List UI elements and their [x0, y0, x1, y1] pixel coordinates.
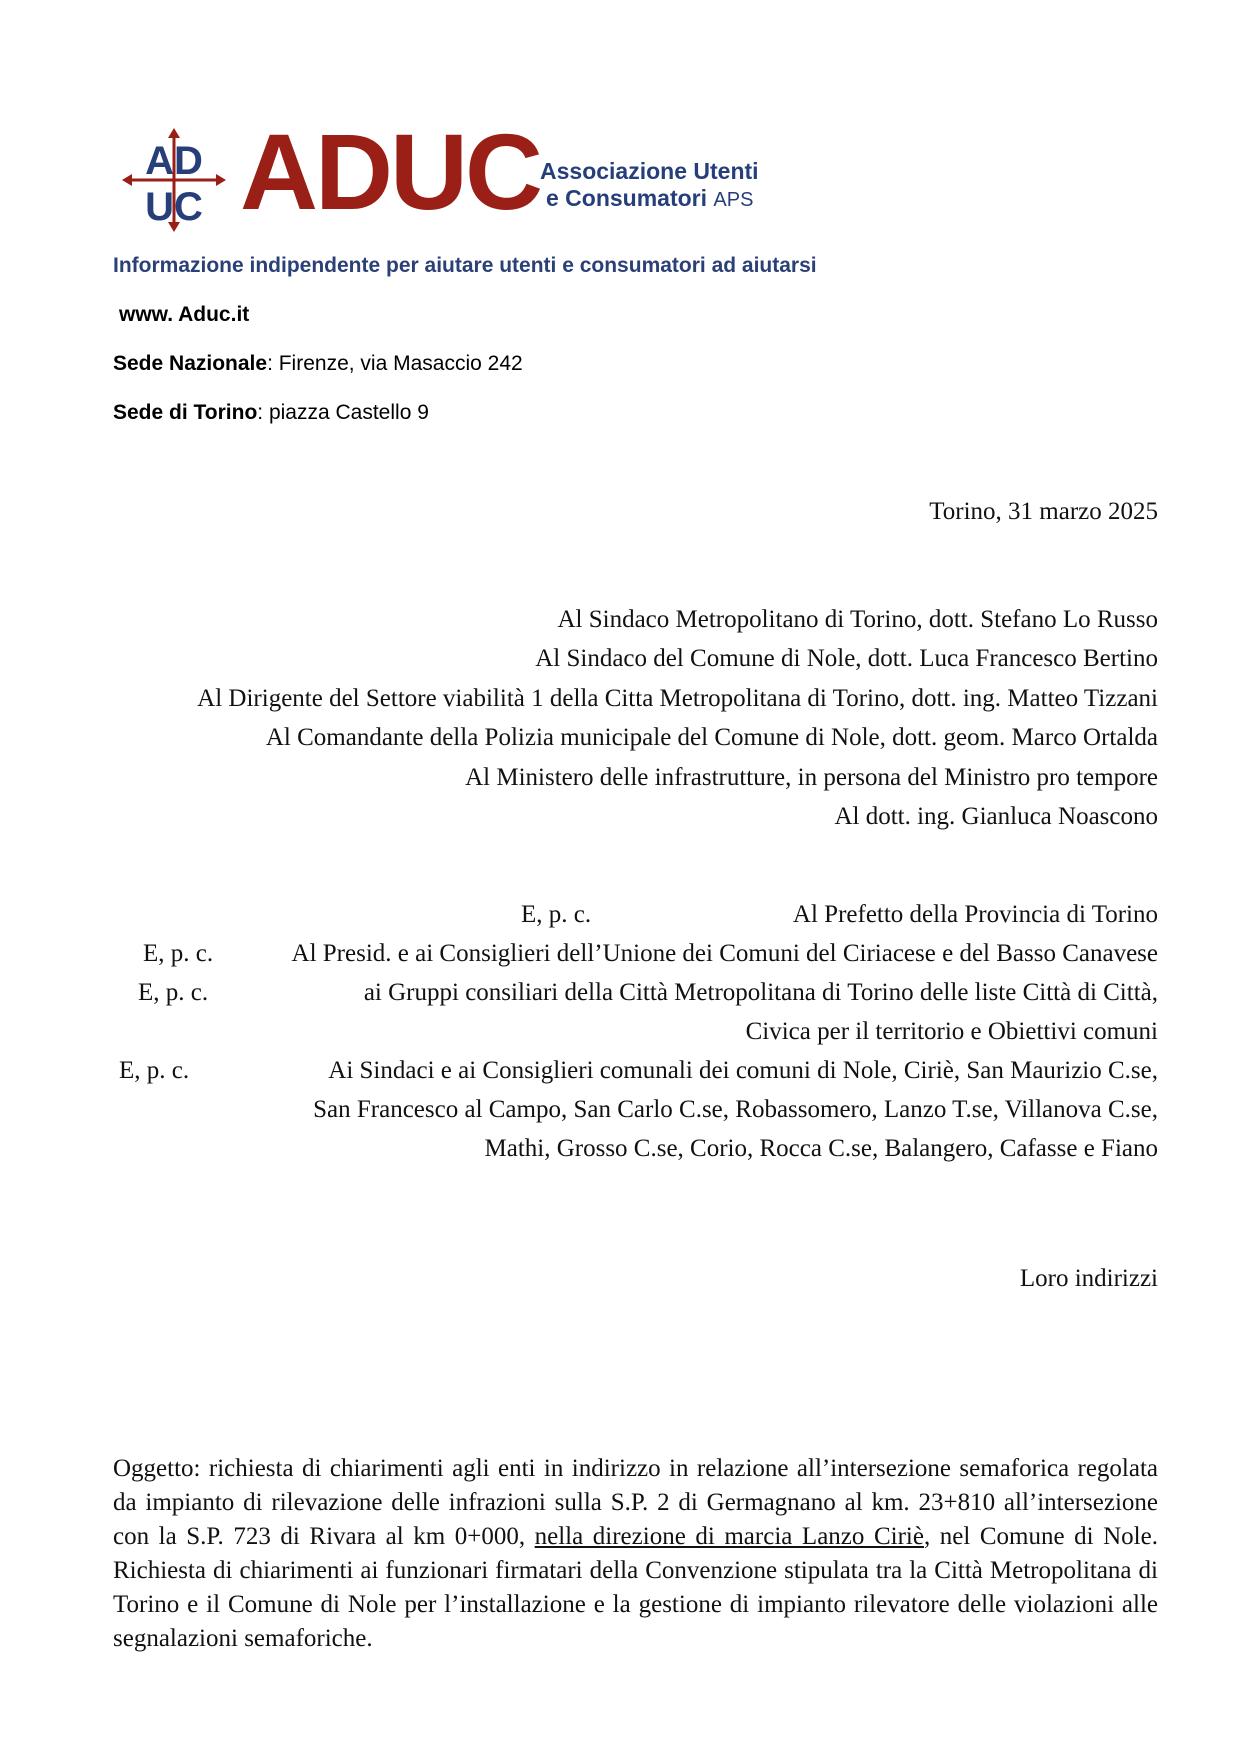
cc-label: E, p. c. — [143, 940, 214, 967]
logo-subtitle-line2 — [540, 185, 759, 214]
logo-subtitle-line2-text: e Consumatori — [546, 185, 708, 211]
logo-mark-bottom-text: UC — [145, 185, 203, 229]
subject-paragraph — [113, 1452, 1158, 1656]
subject-part1: Oggetto: richiesta di chiarimenti agli enti in indirizzo in relazione all’intersezione semaforica regolata da impianto di rilevazione delle infrazioni sulla S.P. 2 di Germagnano al km. 23+810 all’intersezione con la S.P. 723 di Rivara al km 0+000, — [113, 1455, 1158, 1550]
letter-date: Torino, 31 marzo 2025 — [929, 498, 1158, 525]
cc-line: Ai Sindaci e ai Consiglieri comunali dei comuni di Nole, Ciriè, San Maurizio C.se, — [328, 1057, 1158, 1084]
closing-address: Loro indirizzi — [1019, 1265, 1158, 1292]
recipient-line: Al dott. ing. Gianluca Noascono — [834, 803, 1158, 831]
cc-line: Civica per il territorio e Obiettivi comuni — [745, 1018, 1158, 1045]
hq-turin — [113, 401, 429, 425]
subject-part2: , nel Comune di Nole. Richiesta di chiarimenti ai funzionari firmatari della Convenzione stipulata tra la Città Metropolitana di Torino e il Comune di Nole per l’installazione e la gestione di impianto rilevatore delle violazioni alle segnalazioni semaforiche. — [113, 1523, 1158, 1652]
recipient-line: Al Dirigente del Settore viabilità 1 della Citta Metropolitana di Torino, dott. ing. Matteo Tizzani — [197, 684, 1158, 712]
hq-turin-label: Sede di Torino — [113, 401, 258, 424]
cc-line: Al Presid. e ai Consiglieri dell’Unione dei Comuni del Ciriacese e del Basso Canavese — [291, 940, 1158, 967]
recipient-line: Al Sindaco Metropolitano di Torino, dott. Stefano Lo Russo — [557, 606, 1158, 633]
logo-mark-top-text: AD — [145, 139, 203, 183]
recipient-line: Al Sindaco del Comune di Nole, dott. Luca Francesco Bertino — [535, 645, 1158, 673]
logo-wordmark: ADUC — [240, 111, 540, 232]
aduc-logo-mark — [122, 128, 226, 232]
hq-national-label: Sede Nazionale — [113, 352, 268, 375]
hq-national-value: : Firenze, via Masaccio 242 — [267, 352, 523, 375]
cc-line: Al Prefetto della Provincia di Torino — [792, 901, 1158, 928]
cc-label: E, p. c. — [119, 1057, 190, 1084]
recipients-block — [197, 600, 1158, 836]
recipient-line: Al Comandante della Polizia municipale del Comune di Nole, dott. geom. Marco Ortalda — [265, 724, 1158, 752]
logo-subtitle-aps: APS — [713, 189, 754, 211]
recipient-line: Al Ministero delle infrastrutture, in persona del Ministro pro tempore — [465, 763, 1158, 791]
hq-national — [113, 352, 523, 376]
logo-subtitle — [540, 158, 759, 214]
subject-underlined: nella direzione di marcia Lanzo Ciriè — [534, 1523, 924, 1550]
cc-line: San Francesco al Campo, San Carlo C.se, Robassomero, Lanzo T.se, Villanova C.se, — [313, 1096, 1158, 1123]
cc-line: Mathi, Grosso C.se, Corio, Rocca C.se, Balangero, Cafasse e Fiano — [484, 1135, 1158, 1162]
website-link[interactable]: www. Aduc.it — [119, 303, 250, 326]
tagline: Informazione indipendente per aiutare utenti e consumatori ad aiutarsi — [113, 254, 817, 277]
cc-label: E, p. c. — [521, 901, 592, 928]
logo-subtitle-line1: Associazione Utenti — [540, 158, 759, 184]
hq-turin-value: : piazza Castello 9 — [257, 401, 429, 424]
cc-label: E, p. c. — [138, 979, 209, 1006]
cc-line: ai Gruppi consiliari della Città Metropolitana di Torino delle liste Città di Città, — [363, 979, 1158, 1006]
